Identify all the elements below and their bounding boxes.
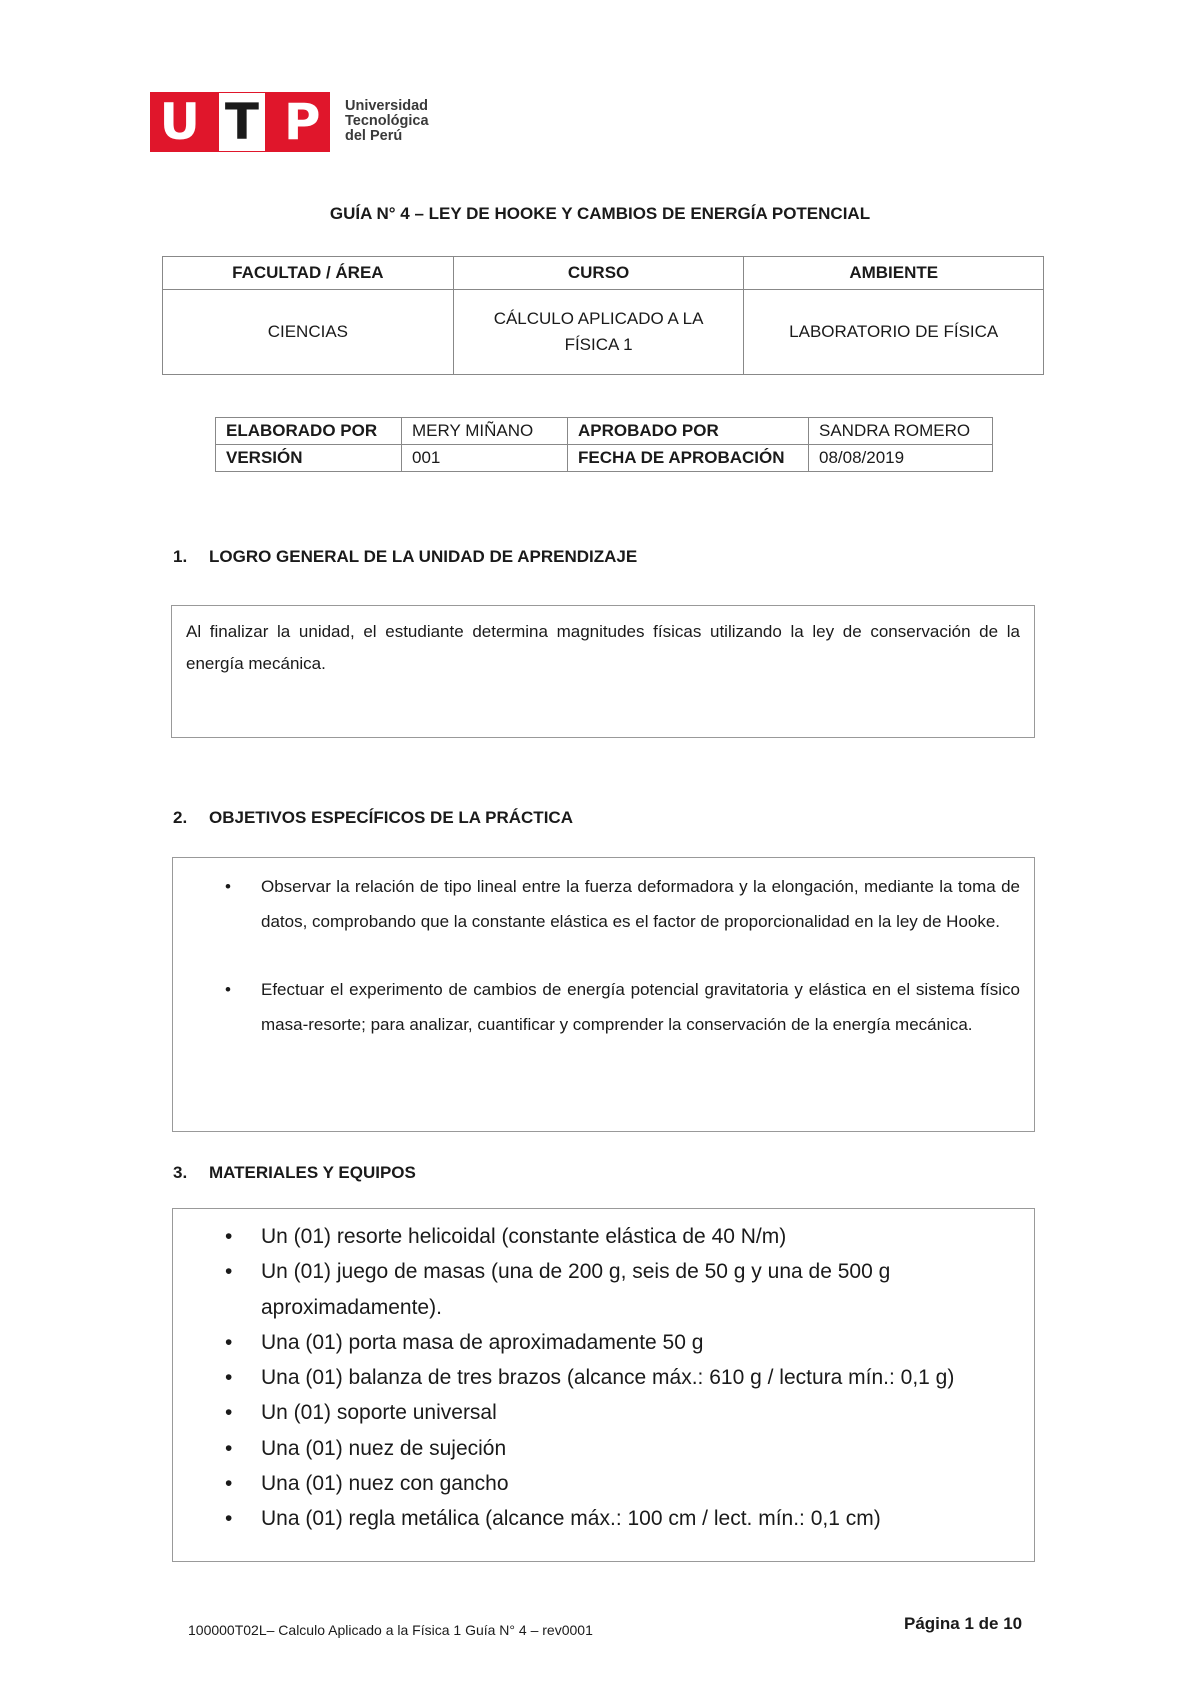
bullet-icon: • (225, 1330, 233, 1354)
list-item (225, 1360, 1020, 1395)
label-fecha: FECHA DE APROBACIÓN (568, 445, 809, 472)
objetivos-box (172, 857, 1035, 1132)
value-fecha: 08/08/2019 (809, 445, 993, 472)
list-item (225, 1254, 1020, 1325)
section-heading-1 (173, 547, 637, 567)
bullet-icon: • (225, 877, 231, 896)
list-item (225, 1431, 1020, 1466)
label-version: VERSIÓN (216, 445, 402, 472)
logo-letter-u: U (159, 93, 201, 151)
header-curso: CURSO (453, 257, 744, 290)
list-item (225, 1395, 1020, 1430)
bullet-icon: • (225, 1260, 233, 1284)
material-text: Una (01) porta masa de aproximadamente 50 g (261, 1330, 704, 1354)
list-item (225, 973, 1020, 1042)
value-version: 001 (402, 445, 568, 472)
section-number: 3. (173, 1163, 188, 1182)
bullet-icon: • (225, 1401, 233, 1425)
material-text: Una (01) regla metálica (alcance máx.: 100 cm / lect. mín.: 0,1 cm) (261, 1507, 881, 1531)
list-item (225, 1219, 1020, 1254)
material-text: Una (01) nuez con gancho (261, 1472, 509, 1496)
logo-letter-p: P (283, 93, 321, 151)
list-item (225, 1325, 1020, 1360)
list-item (225, 1466, 1020, 1501)
material-text: Un (01) juego de masas (una de 200 g, seis de 50 g y una de 500 g aproximadamente). (261, 1260, 891, 1319)
document-title: GUÍA N° 4 – LEY DE HOOKE Y CAMBIOS DE ENERGÍA POTENCIAL (329, 204, 871, 223)
logo-university-name (345, 99, 429, 144)
bullet-icon: • (225, 1366, 233, 1390)
value-elaborado: MERY MIÑANO (402, 418, 568, 445)
header-facultad: FACULTAD / ÁREA (163, 257, 454, 290)
value-curso: CÁLCULO APLICADO A LA FÍSICA 1 (453, 290, 744, 375)
list-item (225, 870, 1020, 939)
bullet-icon: • (225, 1507, 233, 1531)
material-text: Un (01) soporte universal (261, 1401, 497, 1425)
section-number: 1. (173, 547, 188, 566)
material-text: Un (01) resorte helicoidal (constante elástica de 40 N/m) (261, 1225, 787, 1248)
section-number: 2. (173, 808, 188, 827)
bullet-icon: • (225, 1225, 233, 1248)
label-aprobado: APROBADO POR (568, 418, 809, 445)
material-text: Una (01) nuez de sujeción (261, 1436, 507, 1460)
logo-line-3: del Perú (345, 128, 403, 144)
info-table (162, 256, 1044, 375)
material-text: Una (01) balanza de tres brazos (alcance máx.: 610 g / lectura mín.: 0,1 g) (261, 1366, 955, 1390)
value-facultad: CIENCIAS (163, 290, 454, 375)
objetivo-text: Observar la relación de tipo lineal entre la fuerza deformadora y la elongación, mediante la toma de datos, comprobando que la constante elástica es el factor de proporcionalidad en la ley de Hooke. (261, 877, 1020, 931)
materiales-box (172, 1208, 1035, 1562)
section-heading-2 (173, 808, 573, 828)
bullet-icon: • (225, 1472, 233, 1496)
logro-text: Al finalizar la unidad, el estudiante determina magnitudes físicas utilizando la ley de conservación de la energía mecánica. (186, 622, 1020, 673)
bullet-icon: • (225, 980, 231, 999)
footer-page-number: Página 1 de 10 (904, 1614, 1023, 1633)
list-item (225, 1501, 1020, 1536)
section-title: OBJETIVOS ESPECÍFICOS DE LA PRÁCTICA (209, 808, 573, 827)
footer-doc-code: 100000T02L– Calculo Aplicado a la Física 1 Guía N° 4 – rev0001 (188, 1622, 593, 1638)
value-aprobado: SANDRA ROMERO (809, 418, 993, 445)
section-heading-3 (173, 1163, 416, 1183)
logo-letter-t: T (219, 93, 265, 151)
logo-line-2: Tecnológica (345, 113, 429, 129)
objetivo-text: Efectuar el experimento de cambios de energía potencial gravitatoria y elástica en el sistema físico masa-resorte; para analizar, cuantificar y comprender la conservación de la energía mecánica. (261, 980, 1020, 1034)
utp-logo (150, 92, 330, 152)
label-elaborado: ELABORADO POR (216, 418, 402, 445)
logo-line-1: Universidad (345, 98, 428, 114)
meta-table (215, 417, 993, 472)
value-ambiente: LABORATORIO DE FÍSICA (744, 290, 1044, 375)
section-title: LOGRO GENERAL DE LA UNIDAD DE APRENDIZAJE (209, 547, 638, 566)
header-ambiente: AMBIENTE (744, 257, 1044, 290)
bullet-icon: • (225, 1436, 233, 1460)
logro-box (171, 605, 1035, 738)
section-title: MATERIALES Y EQUIPOS (209, 1163, 416, 1182)
